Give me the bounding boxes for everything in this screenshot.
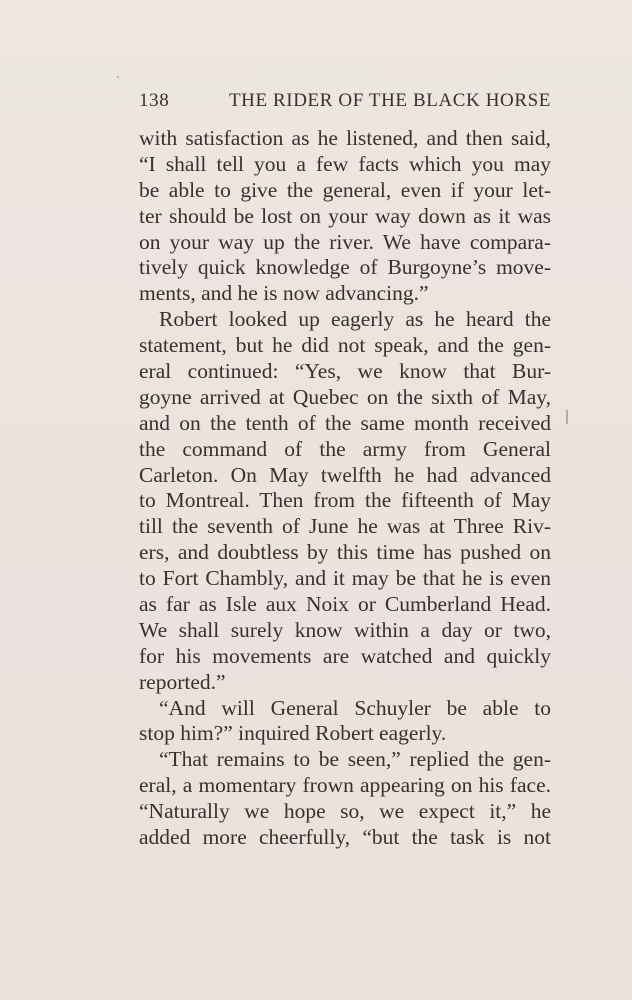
text-line: as far as Isle aux Noix or Cumberland Head. <box>139 592 551 617</box>
text-line: Robert looked up eagerly as he heard the <box>159 307 551 332</box>
text-line: the command of the army from General <box>139 436 551 461</box>
text-line: Carleton. On May twelfth he had advanced <box>139 462 551 487</box>
text-line: goyne arrived at Quebec on the sixth of May, <box>139 384 551 409</box>
body-text <box>139 126 551 851</box>
text-line: We shall surely know within a day or two, <box>139 617 551 642</box>
text-line: eral, a momentary frown appearing on his face. <box>139 773 551 798</box>
paper-speck <box>117 76 119 78</box>
margin-mark <box>566 410 568 424</box>
text-line: and on the tenth of the same month received <box>139 410 551 435</box>
running-title: THE RIDER OF THE BLACK HORSE <box>228 90 551 111</box>
text-line: on your way up the river. We have compara- <box>139 229 551 254</box>
text-line: “Naturally we hope so, we expect it,” he <box>139 799 551 824</box>
text-line: ments, and he is now advancing.” <box>139 281 429 306</box>
text-line: “I shall tell you a few facts which you may <box>139 151 551 176</box>
text-line: added more cheerfully, “but the task is not <box>139 825 551 850</box>
running-header <box>139 90 551 112</box>
text-line: to Fort Chambly, and it may be that he is even <box>139 566 551 591</box>
text-line: with satisfaction as he listened, and then said, <box>139 126 551 150</box>
text-line: reported.” <box>139 669 226 694</box>
text-line: eral continued: “Yes, we know that Bur- <box>139 359 551 384</box>
text-line: for his movements are watched and quickly <box>139 643 551 668</box>
text-line: “That remains to be seen,” replied the gen- <box>159 747 551 772</box>
text-line: till the seventh of June he was at Three Riv- <box>139 514 551 539</box>
text-line: statement, but he did not speak, and the gen- <box>139 333 551 358</box>
text-line: be able to give the general, even if your let- <box>139 177 551 202</box>
text-line: tively quick knowledge of Burgoyne’s move- <box>139 255 551 280</box>
text-line: ers, and doubtless by this time has pushed on <box>139 540 551 565</box>
text-line: “And will General Schuyler be able to <box>159 695 551 720</box>
text-line: stop him?” inquired Robert eagerly. <box>139 721 447 746</box>
page-number: 138 <box>139 90 170 111</box>
text-line: to Montreal. Then from the fifteenth of May <box>139 488 551 513</box>
text-line: ter should be lost on your way down as it was <box>139 203 551 228</box>
